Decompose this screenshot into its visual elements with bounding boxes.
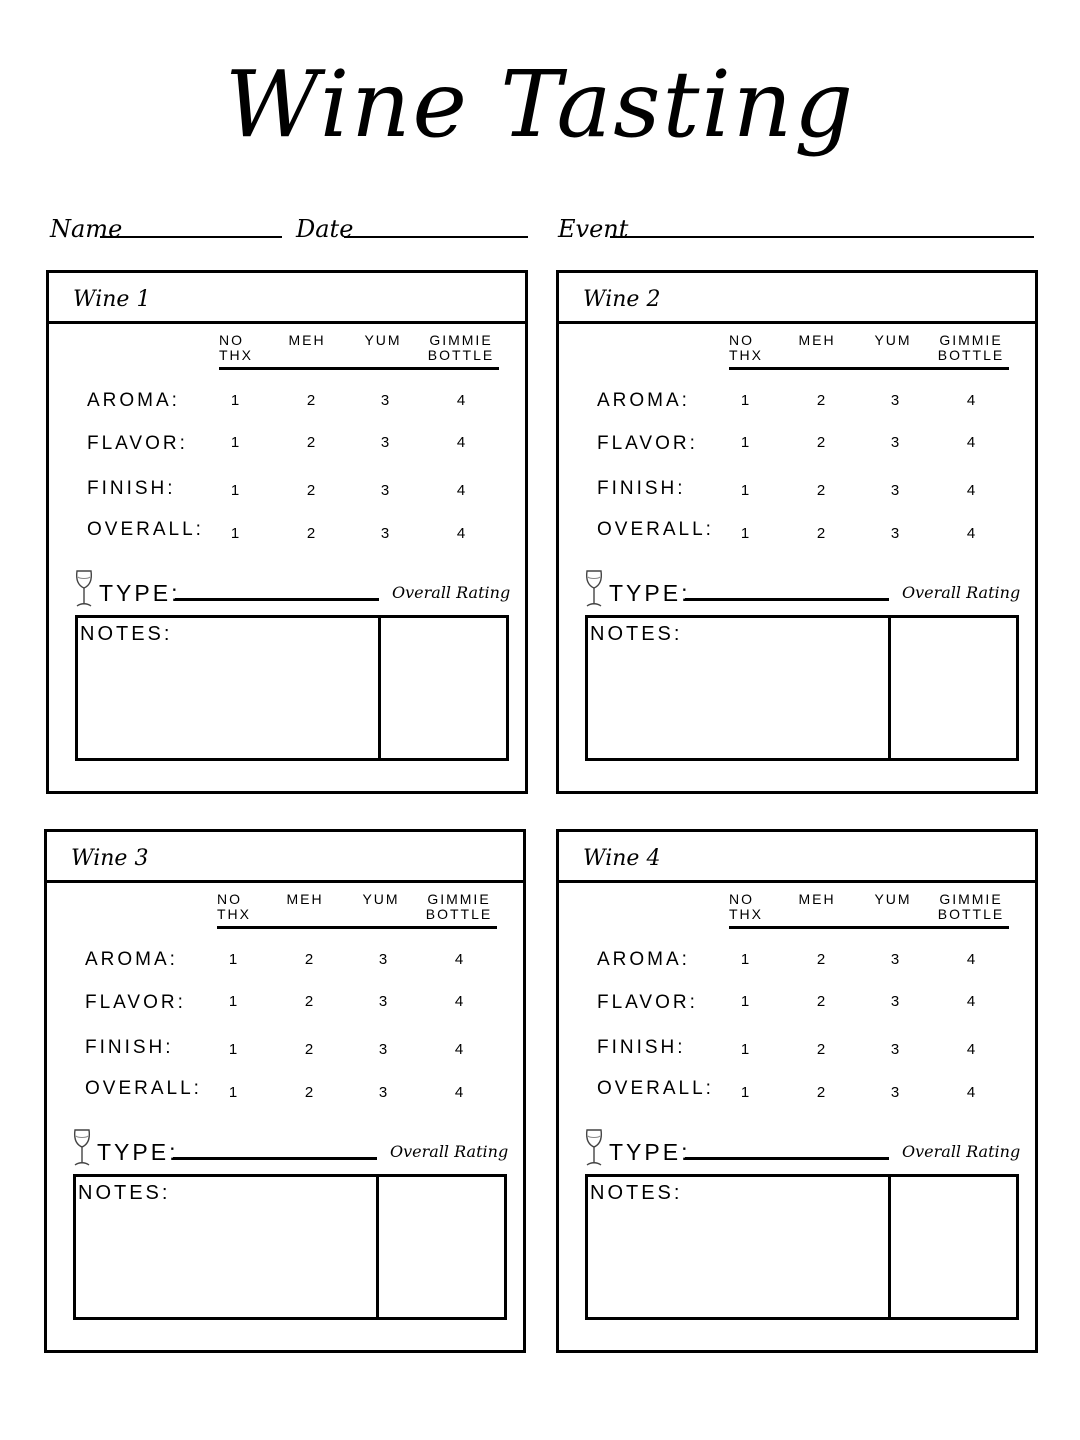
rating-option[interactable]: 4: [966, 482, 976, 499]
rating-option[interactable]: 2: [304, 1041, 314, 1058]
type-field[interactable]: [175, 598, 379, 601]
wine-glass-icon: [583, 1128, 605, 1168]
rating-option[interactable]: 2: [816, 1084, 826, 1101]
card-divider: [47, 880, 523, 883]
row-label: AROMA:: [597, 949, 690, 970]
wine-glass-icon: [71, 1128, 93, 1168]
rating-option[interactable]: 2: [304, 951, 314, 968]
column-header-line1: MEH: [798, 891, 836, 907]
column-header-line1: MEH: [288, 332, 326, 348]
type-label: TYPE:: [609, 580, 691, 606]
wine-card-2: [556, 270, 1038, 794]
card-divider: [49, 321, 525, 324]
notes-divider: [376, 1177, 379, 1317]
rating-option[interactable]: 3: [890, 951, 900, 968]
row-label: FINISH:: [597, 478, 686, 499]
rating-option[interactable]: 2: [816, 993, 826, 1010]
rating-option[interactable]: 1: [228, 1041, 238, 1058]
rating-option[interactable]: 2: [306, 392, 316, 409]
rating-option[interactable]: 3: [890, 1084, 900, 1101]
rating-option[interactable]: 1: [230, 434, 240, 451]
column-header: [777, 333, 857, 348]
wine-glass-icon: [583, 569, 605, 609]
header-rule: [729, 367, 1009, 370]
notes-box[interactable]: [585, 1174, 1019, 1320]
rating-option[interactable]: 3: [890, 392, 900, 409]
column-header: [343, 333, 423, 348]
notes-divider: [888, 1177, 891, 1317]
wine-card-title: Wine 1: [73, 287, 151, 312]
column-header-line2: BOTTLE: [427, 347, 495, 363]
rating-option[interactable]: 4: [966, 1041, 976, 1058]
column-header: [341, 892, 421, 907]
column-header-line2: BOTTLE: [425, 906, 493, 922]
rating-option[interactable]: 4: [966, 993, 976, 1010]
column-header-line1: NO: [219, 332, 244, 348]
rating-option[interactable]: 4: [966, 434, 976, 451]
rating-option[interactable]: 1: [230, 392, 240, 409]
notes-box[interactable]: [75, 615, 509, 761]
rating-option[interactable]: 3: [380, 434, 390, 451]
rating-option[interactable]: 3: [378, 1084, 388, 1101]
rating-option[interactable]: 4: [454, 1084, 464, 1101]
row-label: OVERALL:: [85, 1078, 202, 1099]
overall-rating-label: Overall Rating: [392, 583, 511, 602]
rating-option[interactable]: 3: [380, 482, 390, 499]
rating-option[interactable]: 3: [890, 434, 900, 451]
rating-option[interactable]: 3: [890, 525, 900, 542]
rating-option[interactable]: 4: [454, 993, 464, 1010]
rating-option[interactable]: 4: [454, 1041, 464, 1058]
column-header: [931, 892, 1011, 922]
rating-option[interactable]: 1: [740, 1084, 750, 1101]
notes-label: NOTES:: [590, 1182, 683, 1204]
wine-card-1: [46, 270, 528, 794]
rating-option[interactable]: 1: [740, 951, 750, 968]
rating-option[interactable]: 3: [380, 525, 390, 542]
row-label: AROMA:: [87, 390, 180, 411]
notes-box[interactable]: [73, 1174, 507, 1320]
column-header-line2: THX: [729, 906, 763, 922]
rating-option[interactable]: 4: [456, 392, 466, 409]
rating-option[interactable]: 3: [378, 1041, 388, 1058]
column-header-line1: GIMMIE: [939, 891, 1003, 907]
rating-option[interactable]: 4: [966, 392, 976, 409]
rating-option[interactable]: 4: [456, 482, 466, 499]
notes-label: NOTES:: [78, 1182, 171, 1204]
rating-option[interactable]: 3: [890, 482, 900, 499]
row-label: FINISH:: [87, 478, 176, 499]
notes-label: NOTES:: [590, 623, 683, 645]
rating-option[interactable]: 3: [378, 993, 388, 1010]
name-label: Name: [50, 215, 123, 243]
overall-rating-label: Overall Rating: [390, 1142, 509, 1161]
column-header-line1: GIMMIE: [939, 332, 1003, 348]
rating-option[interactable]: 2: [304, 993, 314, 1010]
column-header-line1: YUM: [874, 891, 912, 907]
column-header: [777, 892, 857, 907]
column-header: [219, 333, 253, 363]
notes-box[interactable]: [585, 615, 1019, 761]
rating-option[interactable]: 1: [740, 1041, 750, 1058]
rating-option[interactable]: 1: [740, 993, 750, 1010]
header-rule: [219, 367, 499, 370]
wine-card-title: Wine 3: [71, 846, 149, 871]
column-header-line2: THX: [217, 906, 251, 922]
row-label: AROMA:: [597, 390, 690, 411]
wine-card-title: Wine 4: [583, 846, 661, 871]
column-header: [931, 333, 1011, 363]
event-label: Event: [558, 215, 629, 243]
wine-card-title: Wine 2: [583, 287, 661, 312]
card-divider: [559, 880, 1035, 883]
rating-option[interactable]: 2: [816, 482, 826, 499]
column-header: [853, 333, 933, 348]
rating-option[interactable]: 1: [740, 525, 750, 542]
rating-option[interactable]: 2: [816, 392, 826, 409]
row-label: OVERALL:: [597, 519, 714, 540]
rating-option[interactable]: 2: [816, 434, 826, 451]
column-header-line1: GIMMIE: [429, 332, 493, 348]
column-header-line1: NO: [217, 891, 242, 907]
column-header-line1: NO: [729, 332, 754, 348]
wine-card-3: [44, 829, 526, 1353]
rating-option[interactable]: 4: [966, 951, 976, 968]
column-header-line2: BOTTLE: [937, 906, 1005, 922]
rating-option[interactable]: 2: [304, 1084, 314, 1101]
overall-rating-label: Overall Rating: [902, 583, 1021, 602]
card-divider: [559, 321, 1035, 324]
rating-option[interactable]: 2: [816, 951, 826, 968]
row-label: FLAVOR:: [87, 433, 188, 454]
rating-option[interactable]: 2: [816, 525, 826, 542]
header-rule: [729, 926, 1009, 929]
row-label: FLAVOR:: [597, 992, 698, 1013]
type-field[interactable]: [685, 1157, 889, 1160]
column-header: [217, 892, 251, 922]
column-header-line1: YUM: [362, 891, 400, 907]
rating-option[interactable]: 3: [890, 1041, 900, 1058]
rating-option[interactable]: 4: [456, 525, 466, 542]
rating-option[interactable]: 2: [816, 1041, 826, 1058]
rating-option[interactable]: 2: [306, 434, 316, 451]
row-label: OVERALL:: [87, 519, 204, 540]
row-label: AROMA:: [85, 949, 178, 970]
rating-option[interactable]: 3: [378, 951, 388, 968]
type-label: TYPE:: [97, 1139, 179, 1165]
wine-glass-icon: [73, 569, 95, 609]
column-header: [729, 892, 763, 922]
column-header: [853, 892, 933, 907]
name-field[interactable]: [100, 236, 282, 238]
rating-option[interactable]: 1: [230, 525, 240, 542]
rating-option[interactable]: 4: [454, 951, 464, 968]
row-label: FLAVOR:: [85, 992, 186, 1013]
rating-option[interactable]: 1: [740, 392, 750, 409]
rating-option[interactable]: 2: [306, 525, 316, 542]
rating-option[interactable]: 3: [890, 993, 900, 1010]
column-header-line2: THX: [729, 347, 763, 363]
type-field[interactable]: [685, 598, 889, 601]
notes-divider: [378, 618, 381, 758]
rating-option[interactable]: 4: [456, 434, 466, 451]
overall-rating-label: Overall Rating: [902, 1142, 1021, 1161]
page-title: Wine Tasting: [224, 51, 856, 158]
rating-option[interactable]: 1: [740, 482, 750, 499]
rating-option[interactable]: 1: [228, 951, 238, 968]
column-header-line1: GIMMIE: [427, 891, 491, 907]
column-header-line1: MEH: [286, 891, 324, 907]
column-header: [267, 333, 347, 348]
rating-option[interactable]: 4: [966, 525, 976, 542]
column-header-line2: THX: [219, 347, 253, 363]
row-label: FLAVOR:: [597, 433, 698, 454]
rating-option[interactable]: 4: [966, 1084, 976, 1101]
rating-option[interactable]: 3: [380, 392, 390, 409]
column-header-line1: MEH: [798, 332, 836, 348]
column-header: [729, 333, 763, 363]
rating-option[interactable]: 1: [740, 434, 750, 451]
notes-label: NOTES:: [80, 623, 173, 645]
type-label: TYPE:: [609, 1139, 691, 1165]
column-header: [265, 892, 345, 907]
type-field[interactable]: [173, 1157, 377, 1160]
wine-card-4: [556, 829, 1038, 1353]
column-header-line1: YUM: [874, 332, 912, 348]
rating-option[interactable]: 1: [228, 1084, 238, 1101]
header-rule: [217, 926, 497, 929]
date-label: Date: [296, 215, 354, 243]
notes-divider: [888, 618, 891, 758]
column-header: [419, 892, 499, 922]
column-header-line1: NO: [729, 891, 754, 907]
column-header-line2: BOTTLE: [937, 347, 1005, 363]
type-label: TYPE:: [99, 580, 181, 606]
rating-option[interactable]: 1: [230, 482, 240, 499]
column-header: [421, 333, 501, 363]
row-label: OVERALL:: [597, 1078, 714, 1099]
rating-option[interactable]: 2: [306, 482, 316, 499]
row-label: FINISH:: [597, 1037, 686, 1058]
date-field[interactable]: [344, 236, 528, 238]
row-label: FINISH:: [85, 1037, 174, 1058]
column-header-line1: YUM: [364, 332, 402, 348]
event-field[interactable]: [610, 236, 1034, 238]
rating-option[interactable]: 1: [228, 993, 238, 1010]
